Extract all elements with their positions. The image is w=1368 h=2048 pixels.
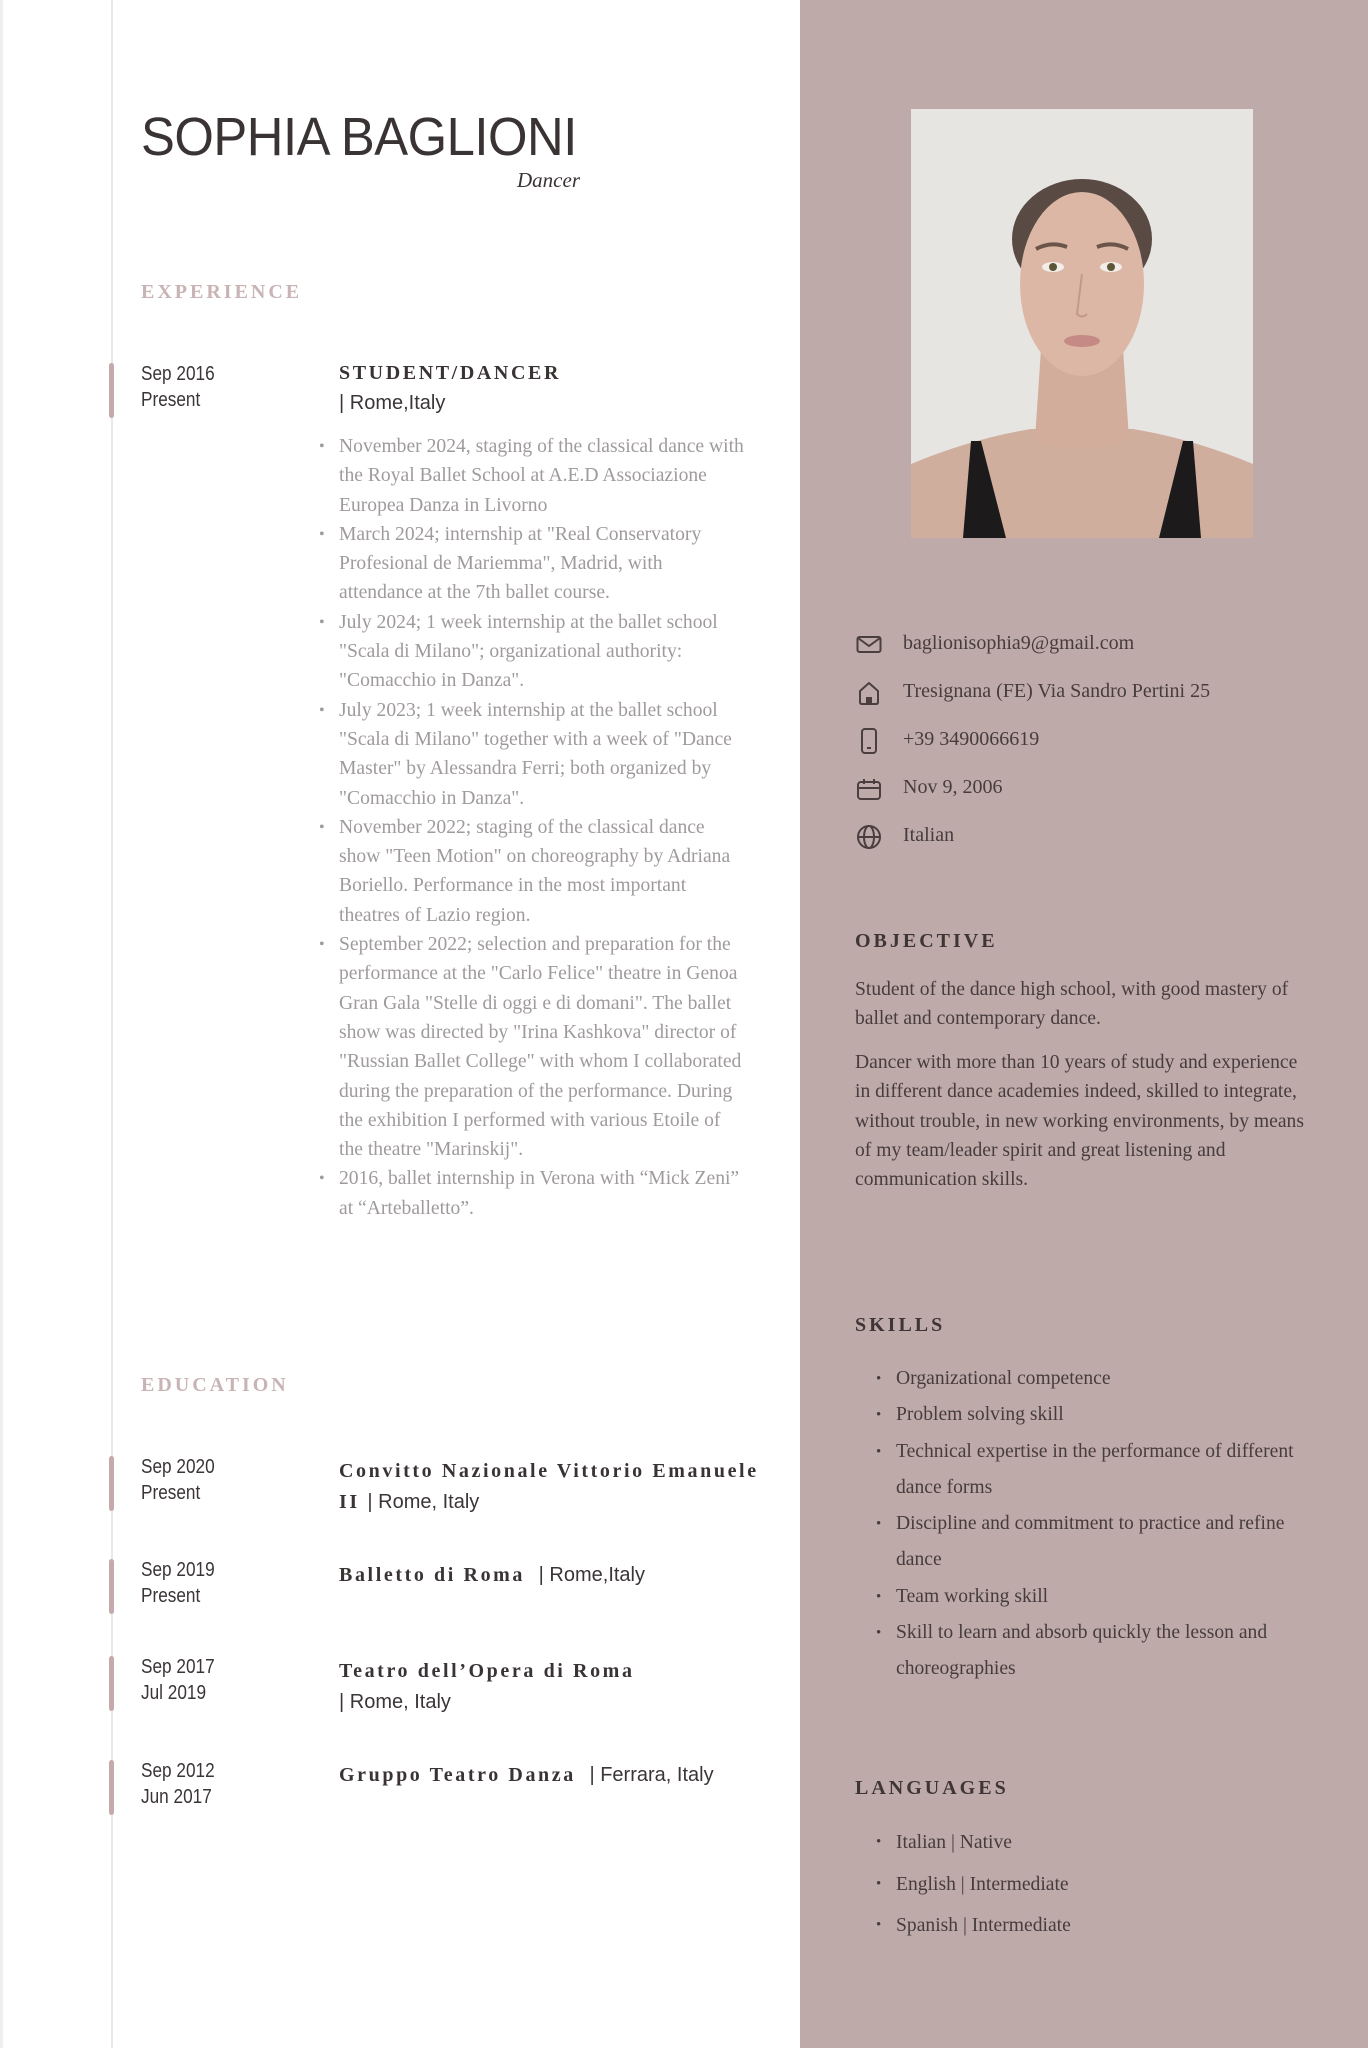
experience-section-title: EXPERIENCE [141, 281, 303, 303]
contact-nationality-text: Italian [903, 824, 955, 846]
contact-address-text: Tresignana (FE) Via Sandro Pertini 25 [903, 680, 1211, 702]
home-icon [855, 679, 883, 707]
skill-item: • Problem solving skill [896, 1397, 1316, 1433]
school-name [339, 1656, 699, 1718]
candidate-role: Dancer [517, 168, 580, 192]
languages-section-title: LANGUAGES [855, 1777, 1009, 1799]
page-edge [0, 0, 3, 2048]
entry-date-start: Sep 2012 [141, 1760, 215, 1782]
entry-date-end: Jun 2017 [141, 1786, 212, 1808]
job-title: STUDENT/DANCER [339, 362, 561, 384]
skill-item: • Technical expertise in the performance of different dance forms [896, 1434, 1316, 1507]
school-name [339, 1760, 799, 1791]
school-location: | Rome, Italy [367, 1491, 480, 1513]
objective-section-title: OBJECTIVE [855, 930, 998, 952]
contact-address [855, 678, 1211, 708]
skill-item: • Team working skill [896, 1579, 1316, 1615]
school-location: | Rome, Italy [339, 1691, 451, 1713]
mail-icon [855, 631, 883, 659]
language-item: • English | Intermediate [896, 1864, 1316, 1906]
skill-item: • Skill to learn and absorb quickly the lesson and choreographies [896, 1615, 1316, 1688]
timeline-marker [109, 1760, 114, 1815]
contact-phone [855, 726, 1040, 756]
timeline-marker [109, 1559, 114, 1614]
contact-phone-text: +39 3490066619 [903, 728, 1040, 750]
experience-bullet: • March 2024; internship at "Real Conservatory Profesional de Mariemma", Madrid, with attendance at the 7th ballet course. [339, 520, 749, 608]
school-name [339, 1560, 799, 1591]
experience-bullet: • September 2022; selection and preparation for the performance at the "Carlo Felice" theatre in Genoa Gran Gala "Stelle di oggi e di domani". The ballet show was directed by "Irina Kashkova" director of "Russian Ballet College" with whom I collaborated during the preparation of the performance. During the exhibition I performed with various Etoile of the theatre "Marinskij". [339, 930, 749, 1164]
contact-email-text: baglionisophia9@gmail.com [903, 632, 1135, 654]
timeline-line [111, 0, 113, 2048]
contact-nationality [855, 822, 955, 852]
candidate-name: SOPHIA BAGLIONI [141, 107, 577, 167]
calendar-icon [855, 775, 883, 803]
contact-email [855, 630, 1135, 660]
experience-bullet: • July 2024; 1 week internship at the ballet school "Scala di Milano"; organizational authority: "Comacchio in Danza". [339, 608, 749, 696]
skill-item: • Discipline and commitment to practice and refine dance [896, 1506, 1316, 1579]
phone-icon [855, 727, 883, 755]
entry-date-start: Sep 2019 [141, 1559, 215, 1581]
experience-bullet: • November 2022; staging of the classical dance show "Teen Motion" on choreography by Adriana Boriello. Performance in the most important theatres of Lazio region. [339, 813, 749, 930]
entry-date-end: Present [141, 1482, 201, 1504]
profile-photo [911, 109, 1253, 538]
skill-item: • Organizational competence [896, 1361, 1316, 1397]
entry-date-start: Sep 2017 [141, 1656, 215, 1678]
timeline-marker [109, 363, 114, 418]
education-section-title: EDUCATION [141, 1374, 289, 1396]
language-item: • Spanish | Intermediate [896, 1905, 1316, 1947]
objective-paragraph: Dancer with more than 10 years of study and experience in different dance academies indeed, skilled to integrate, without trouble, in new working environments, by means of my team/leader spirit and great listening and communication skills. [855, 1052, 1304, 1191]
entry-date-end: Present [141, 389, 201, 411]
portrait-illustration [911, 109, 1253, 538]
job-location: | Rome,Italy [339, 392, 446, 414]
contact-birthdate-text: Nov 9, 2006 [903, 776, 1003, 798]
objective-paragraph: Student of the dance high school, with good mastery of ballet and contemporary dance. [855, 979, 1289, 1030]
entry-date-start: Sep 2020 [141, 1456, 215, 1478]
school-name-text: Gruppo Teatro Danza [339, 1764, 576, 1786]
school-name-text: Balletto di Roma [339, 1564, 526, 1586]
school-location: | Ferrara, Italy [589, 1764, 714, 1786]
experience-bullet: • November 2024, staging of the classical dance with the Royal Ballet School at A.E.D Associazione Europea Danza in Livorno [339, 432, 749, 520]
school-name-text: Teatro dell’Opera di Roma [339, 1660, 635, 1682]
globe-icon [855, 823, 883, 851]
contact-birthdate [855, 774, 1003, 804]
school-name [339, 1456, 759, 1518]
skills-list [896, 1361, 1316, 1688]
languages-list [896, 1822, 1316, 1947]
school-location: | Rome,Italy [538, 1564, 645, 1586]
experience-bullet-list [339, 432, 749, 1223]
entry-date-end: Present [141, 1585, 201, 1607]
entry-date-end: Jul 2019 [141, 1682, 207, 1704]
school-name-text: Convitto Nazionale Vittorio Emanuele II [339, 1460, 759, 1513]
timeline-marker [109, 1656, 114, 1711]
experience-bullet: • 2016, ballet internship in Verona with “Mick Zeni” at “Arteballetto”. [339, 1164, 749, 1223]
timeline-marker [109, 1456, 114, 1511]
skills-section-title: SKILLS [855, 1314, 946, 1336]
language-item: • Italian | Native [896, 1822, 1316, 1864]
experience-bullet: • July 2023; 1 week internship at the ballet school "Scala di Milano" together with a week of "Dance Master" by Alessandra Ferri; both organized by "Comacchio in Danza". [339, 696, 749, 813]
entry-date-start: Sep 2016 [141, 363, 215, 385]
